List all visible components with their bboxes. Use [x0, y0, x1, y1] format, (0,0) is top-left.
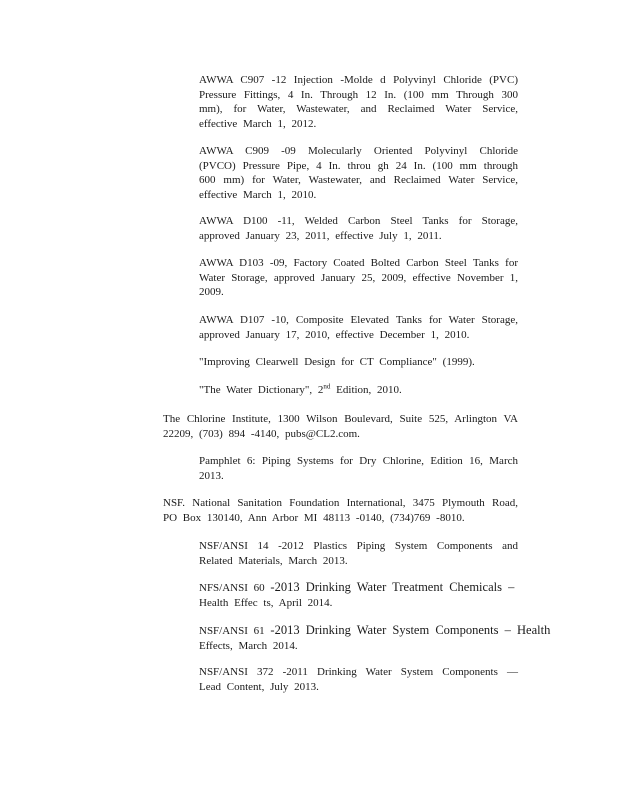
reference-awwa-d103: AWWA D103 -09, Factory Coated Bolted Carbon Steel Tanks for Water Storage, approved January 25, 2009, effective November 1, 2009.	[199, 257, 518, 298]
reference-nsf-14: NSF/ANSI 14 -2012 Plastics Piping System Components and Related Materials, March 2013.	[199, 540, 518, 567]
reference-clearwell: "Improving Clearwell Design for CT Compliance" (1999).	[199, 356, 475, 368]
nsf-61-title: -2013 Drinking Water System Components – Health	[270, 623, 551, 637]
reference-nsf-372: NSF/ANSI 372 -2011 Drinking Water System Components — Lead Content, July 2013.	[199, 666, 518, 693]
nsf-60-code: NFS/ANSI 60	[199, 582, 271, 594]
nsf-60-title: -2013 Drinking Water Treatment Chemicals –	[270, 580, 515, 594]
reference-pamphlet-6: Pamphlet 6: Piping Systems for Dry Chlorine, Edition 16, March 2013.	[199, 455, 518, 482]
reference-awwa-d107: AWWA D107 -10, Composite Elevated Tanks for Water Storage, approved January 17, 2010, effective December 1, 2010.	[199, 314, 518, 341]
nsf-61-line2: Effects, March 2014.	[199, 639, 298, 652]
reference-nsf-60	[199, 580, 518, 610]
reference-awwa-d100: AWWA D100 -11, Welded Carbon Steel Tanks for Storage, approved January 23, 2011, effective July 1, 2011.	[199, 215, 518, 242]
superscript-nd: nd	[323, 382, 331, 391]
reference-water-dictionary	[199, 383, 518, 398]
reference-chlorine-institute: The Chlorine Institute, 1300 Wilson Boulevard, Suite 525, Arlington VA 22209, (703) 894 -4140, pubs@CL2.com.	[163, 413, 518, 440]
reference-awwa-c907: AWWA C907 -12 Injection -Molde d Polyvinyl Chloride (PVC) Pressure Fittings, 4 In. Through 12 In. (100 mm Through 300 mm), for Water, Wastewater, and Reclaimed Water Service, effective March 1, 2012.	[199, 74, 518, 130]
water-dictionary-edition: Edition, 2010.	[330, 384, 402, 396]
nsf-61-code: NSF/ANSI 61	[199, 625, 271, 637]
reference-nsf: NSF. National Sanitation Foundation International, 3475 Plymouth Road, PO Box 130140, Ann Arbor MI 48113 -0140, (734)769 -8010.	[163, 497, 518, 524]
reference-awwa-c909: AWWA C909 -09 Molecularly Oriented Polyvinyl Chloride (PVCO) Pressure Pipe, 4 In. throu gh 24 In. (100 mm through 600 mm) for Water, Wastewater, and Reclaimed Water Service, effective March 1, 2010.	[199, 145, 518, 201]
nsf-60-line2: Health Effec ts, April 2014.	[199, 596, 333, 609]
water-dictionary-title: "The Water Dictionary", 2	[199, 384, 324, 396]
reference-nsf-61	[199, 623, 551, 653]
